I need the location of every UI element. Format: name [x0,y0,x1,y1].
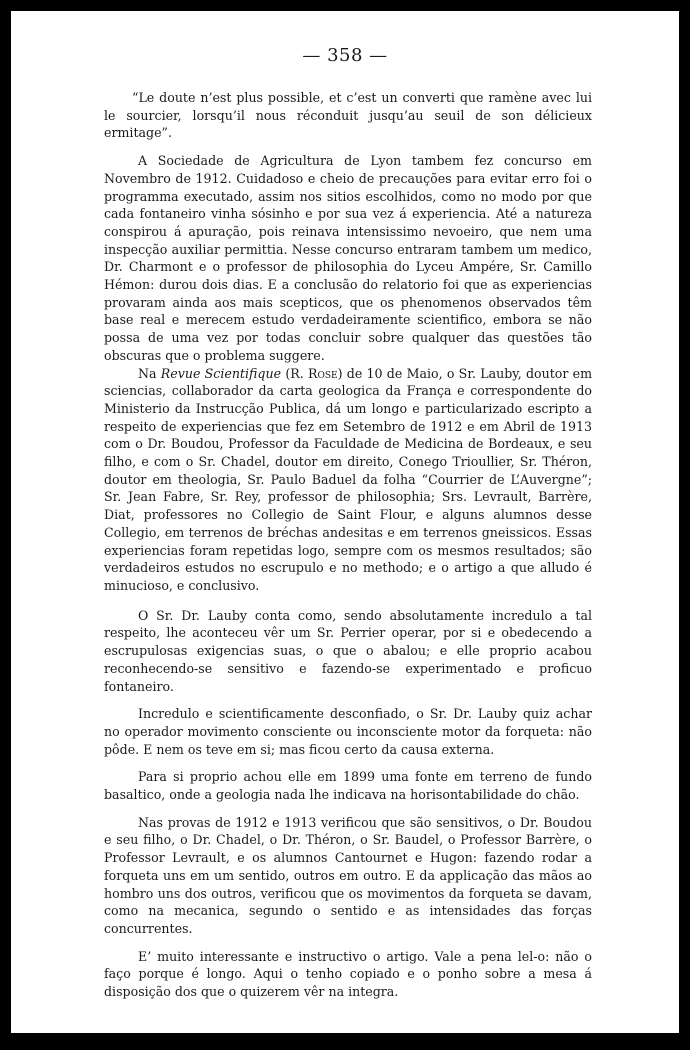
paragraph-lyon-contest: A Sociedade de Agricultura de Lyon tambem fez concurso em Novembro de 1912. Cuidadoso e cheio de precauções para evitar erro foi o programma executado, assim nos sitios escolhidos, como no modo por que cada fontaneiro vinha sósinho e por sua vez á experiencia. Até a natureza conspirou á apuração, pois reinava intensissimo nevoeiro, que nem uma inspecção auxiliar permittia. Nesse concurso entraram tambem um medico, Dr. Charmont e o professor de philosophia do Lyceu Ampére, Sr. Camillo Hémon: durou dois dias. E a conclusão do relatorio foi que as experiencias provaram ainda aos mais scepticos, que os phenomenos observados têm base real e merecem estudo verdadeiramente scientifico, embora se não possa de uma vez por todas concluir sobre qualquer das questões tão obscuras que o problema suggere. [104,153,592,363]
author-name: Rose [307,365,338,381]
paragraph-text: (R. [281,365,308,381]
paragraph-text: ) de 10 de Maio, o Sr. Lauby, doutor em sciencias, collaborador da carta geologica da França e correspondente do Ministerio da Instrucção Publica, dá um longo e particularizado escripto a respeito de experiencias que fez em Setembro de 1912 e em Abril de 1913 com o Dr. Boudou, Professor da Faculdade de Medicina de Bordeaux, e seu filho, e com o Sr. Chadel, doutor em direito, Conego Trioullier, Sr. Théron, doutor em theologia, Sr. Paulo Baduel da folha “Courrier de L’Auvergne”; Sr. Jean Fabre, Sr. Rey, professor de philosophia; Srs. Levrault, Barrère, Diat, professores no Collegio de Saint Flour, e alguns alumnos desse Collegio, em terrenos de bréchas andesitas e em terrenos gneissicos. Essas experiencias foram repetidas logo, sempre com os mesmos resultados; são verdadeiros estudos no escrupulo e no methodo; e o artigo a que alludo é minucioso, e conclusivo. [104,365,593,593]
paragraph-text: Na [138,365,161,381]
paragraph-lauby-incredulous: O Sr. Dr. Lauby conta como, sendo absolutamente incredulo a tal respeito, lhe aconteceu vêr um Sr. Perrier operar, por si e obedecendo a escrupulosas exigencias suas, o que o abalou; e elle proprio acabou reconhecendo-se sensitivo e fazendo-se experimentado e proficuo fontaneiro. [104,607,592,694]
paragraph-lauby-distrust: Incredulo e scientificamente desconfiado, o Sr. Dr. Lauby quiz achar no operador movimento consciente ou inconsciente motor da forqueta: não pôde. E nem os teve em si; mas ficou certo da causa externa. [104,706,592,757]
paragraph-conclusion: E’ muito interessante e instructivo o artigo. Vale a pena lel-o: não o faço porque é longo. Aqui o tenho copiado e o ponho sobre a mesa á disposição dos que o quizerem vêr na integra. [104,948,592,1000]
page-number: — 358 — [302,45,388,66]
journal-title: Revue Scientifique [160,365,282,381]
paragraph-sensitives: Nas provas de 1912 e 1913 verificou que são sensitivos, o Dr. Boudou e seu filho, o Dr. Chadel, o Dr. Théron, o Sr. Baudel, o Professor Barrère, o Professor Levrault, e os alumnos Cantournet e Hugon: fazendo rodar a forqueta uns em um sentido, outros em outro. E da applicação das mãos ao hombro uns dos outros, verificou que os movimentos da forqueta se davam, como na mecanica, segundo o sentido e as intensidades das forças concurrentes. [104,814,592,936]
paragraph-basalt-spring: Para si proprio achou elle em 1899 uma fonte em terreno de fundo basaltico, onde a geologia nada lhe indicava na horisontabilidade do chão. [104,769,592,803]
paragraph-quote: “Le doute n’est plus possible, et c’est un converti que ramène avec lui le sourcier, lorsqu’il nous réconduit jusqu’au seuil de son délicieux ermitage”. [104,90,592,141]
book-page [11,11,679,1033]
paragraph-revue-scientifique [104,365,592,595]
page-body [104,89,592,1011]
